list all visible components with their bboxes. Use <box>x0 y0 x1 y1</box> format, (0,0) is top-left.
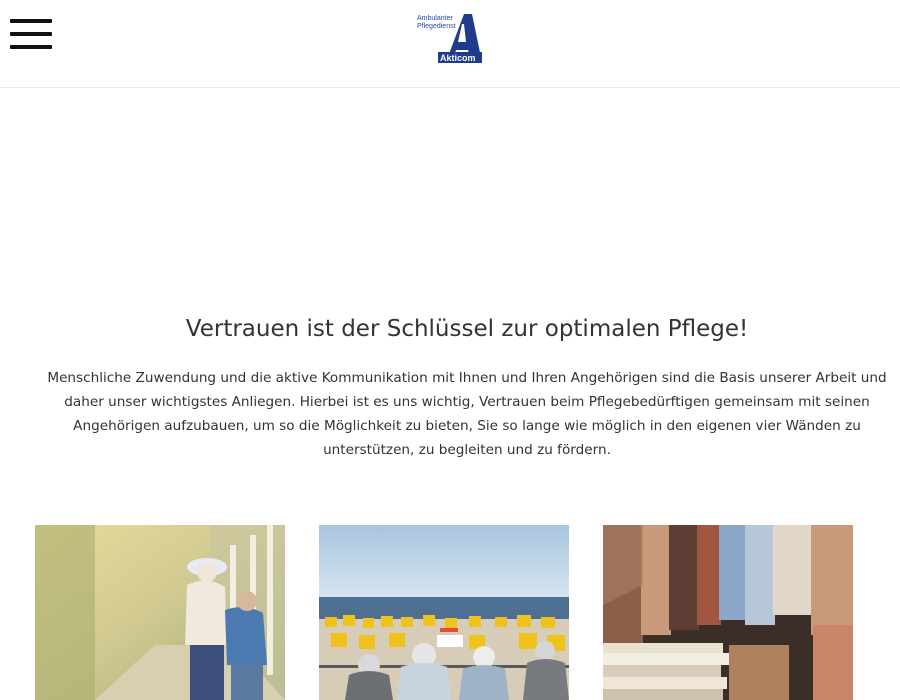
teaser-card-clothes[interactable] <box>603 525 853 700</box>
hamburger-menu-icon[interactable] <box>10 19 52 49</box>
logo-brand: Akticom <box>440 53 476 63</box>
hamburger-bar <box>10 19 52 23</box>
teaser-card-beach[interactable] <box>319 525 569 700</box>
site-header <box>0 0 900 88</box>
page-headline: Vertrauen ist der Schlüssel zur optimalen Pflege! <box>185 316 749 342</box>
hamburger-bar <box>10 32 52 36</box>
logo-line-1: Ambulanter <box>417 15 453 22</box>
teaser-card-couple[interactable] <box>35 525 285 700</box>
logo-line-2: Pflegedienst <box>417 23 456 30</box>
beach-wicker-chairs-seniors-photo <box>319 525 569 700</box>
intro-paragraph: Menschliche Zuwendung und die aktive Kommunikation mit Ihnen und Ihren Angehörigen sind die Basis unserer Arbeit und daher unser wichtigstes Anliegen. Hierbei ist es uns wichtig, Vertrauen beim Pflegebedürftigen gemeinsam mit seinen Angehörigen aufzubauen, um so die Möglichkeit zu bieten, Sie so lange wie möglich in den eigenen vier Wänden zu unterstützen, zu begleiten und zu fördern. <box>47 370 887 458</box>
site-logo[interactable] <box>416 12 484 64</box>
elderly-couple-walking-photo <box>35 525 285 700</box>
hamburger-bar <box>10 45 52 49</box>
clothes-and-books-photo <box>603 525 853 700</box>
